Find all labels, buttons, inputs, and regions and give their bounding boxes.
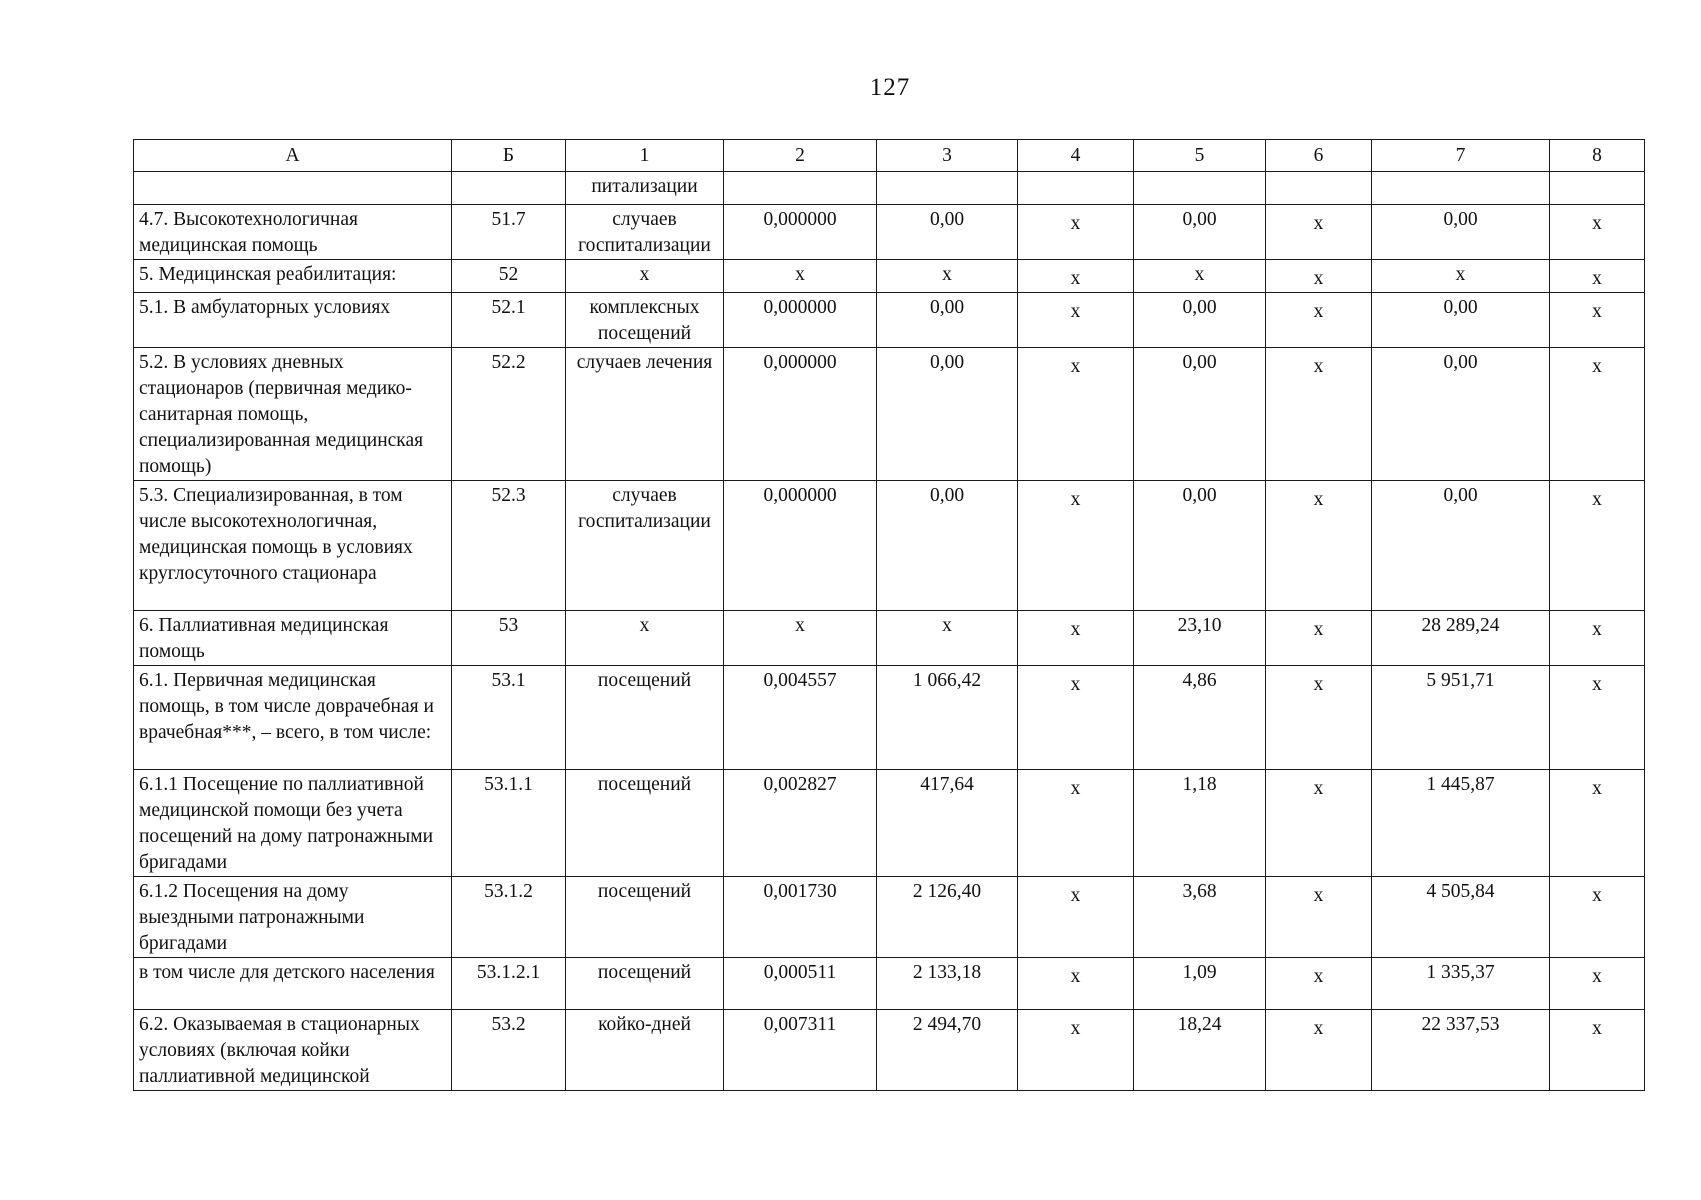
row-col-5: 18,24 (1134, 1010, 1266, 1091)
row-col-8: х (1550, 666, 1645, 770)
row-col-7: 0,00 (1372, 348, 1550, 481)
row-code: 52.3 (452, 481, 566, 611)
row-code: 52 (452, 260, 566, 293)
table-row (134, 666, 1645, 770)
column-header: Б (452, 140, 566, 172)
row-col-4: х (1018, 260, 1134, 293)
column-header: 6 (1266, 140, 1372, 172)
table-row (134, 770, 1645, 877)
row-col-4: х (1018, 611, 1134, 666)
row-col-8: х (1550, 611, 1645, 666)
row-col-2: 0,000000 (724, 205, 877, 260)
row-col-4: х (1018, 1010, 1134, 1091)
row-col-5 (1134, 172, 1266, 205)
row-col-6: х (1266, 348, 1372, 481)
column-header: А (134, 140, 452, 172)
row-col-6: х (1266, 611, 1372, 666)
row-col-8: х (1550, 293, 1645, 348)
row-unit: посещений (566, 770, 724, 877)
row-unit: комплексных посещений (566, 293, 724, 348)
column-header: 1 (566, 140, 724, 172)
row-col-8: х (1550, 205, 1645, 260)
row-col-5: 4,86 (1134, 666, 1266, 770)
table-row (134, 260, 1645, 293)
row-name: 4.7. Высокотехнологичная медицинская помощь (134, 205, 452, 260)
table-row (134, 293, 1645, 348)
row-col-5: 1,09 (1134, 958, 1266, 1010)
row-unit: случаев госпитализации (566, 481, 724, 611)
row-code: 52.2 (452, 348, 566, 481)
row-col-3: 0,00 (877, 293, 1018, 348)
row-code: 52.1 (452, 293, 566, 348)
row-col-7: х (1372, 260, 1550, 293)
column-header: 5 (1134, 140, 1266, 172)
row-col-7: 0,00 (1372, 481, 1550, 611)
row-name: 6.1.2 Посещения на дому выездными патронажными бригадами (134, 877, 452, 958)
row-col-2: 0,001730 (724, 877, 877, 958)
row-code: 53.1.2 (452, 877, 566, 958)
row-code: 53.1.2.1 (452, 958, 566, 1010)
row-col-7: 5 951,71 (1372, 666, 1550, 770)
row-col-2: 0,000000 (724, 348, 877, 481)
column-header: 2 (724, 140, 877, 172)
row-col-4: х (1018, 481, 1134, 611)
row-col-2: 0,000000 (724, 293, 877, 348)
row-col-3: 0,00 (877, 348, 1018, 481)
row-col-5: 23,10 (1134, 611, 1266, 666)
row-col-8: х (1550, 958, 1645, 1010)
row-col-6: х (1266, 293, 1372, 348)
row-col-7: 1 445,87 (1372, 770, 1550, 877)
row-name: 6.1. Первичная медицинская помощь, в том числе доврачебная и врачебная***, – всего, в том числе: (134, 666, 452, 770)
row-col-7: 22 337,53 (1372, 1010, 1550, 1091)
row-col-3: 2 126,40 (877, 877, 1018, 958)
row-code: 51.7 (452, 205, 566, 260)
row-col-3: 2 133,18 (877, 958, 1018, 1010)
row-name: 5.1. В амбулаторных условиях (134, 293, 452, 348)
column-header: 7 (1372, 140, 1550, 172)
row-col-6: х (1266, 1010, 1372, 1091)
row-col-5: 0,00 (1134, 293, 1266, 348)
header-row (134, 140, 1645, 172)
row-col-3 (877, 172, 1018, 205)
row-col-3: х (877, 260, 1018, 293)
data-table (133, 139, 1645, 1091)
row-col-4: х (1018, 293, 1134, 348)
row-col-6: х (1266, 877, 1372, 958)
row-name: 5.3. Специализированная, в том числе высокотехнологичная, медицинская помощь в условиях круглосуточного стационара (134, 481, 452, 611)
row-col-2 (724, 172, 877, 205)
row-name: 6. Паллиативная медицинская помощь (134, 611, 452, 666)
row-name (134, 172, 452, 205)
row-col-3: 2 494,70 (877, 1010, 1018, 1091)
row-col-8: х (1550, 770, 1645, 877)
row-unit: питализации (566, 172, 724, 205)
row-col-8: х (1550, 1010, 1645, 1091)
row-unit: х (566, 260, 724, 293)
row-col-6: х (1266, 666, 1372, 770)
row-col-3: 0,00 (877, 481, 1018, 611)
row-col-4: х (1018, 205, 1134, 260)
row-unit: посещений (566, 958, 724, 1010)
row-col-2: х (724, 611, 877, 666)
row-col-2: 0,000511 (724, 958, 877, 1010)
row-col-7 (1372, 172, 1550, 205)
row-col-7: 0,00 (1372, 293, 1550, 348)
column-header: 8 (1550, 140, 1645, 172)
row-col-8: х (1550, 481, 1645, 611)
row-unit: посещений (566, 877, 724, 958)
row-code: 53 (452, 611, 566, 666)
row-col-2: 0,000000 (724, 481, 877, 611)
row-unit: х (566, 611, 724, 666)
row-col-6: х (1266, 958, 1372, 1010)
row-col-8: х (1550, 260, 1645, 293)
row-code (452, 172, 566, 205)
row-code: 53.1 (452, 666, 566, 770)
row-col-3: 0,00 (877, 205, 1018, 260)
table-row (134, 877, 1645, 958)
table-row (134, 481, 1645, 611)
row-col-6 (1266, 172, 1372, 205)
row-col-7: 1 335,37 (1372, 958, 1550, 1010)
row-col-8: х (1550, 348, 1645, 481)
row-col-6: х (1266, 205, 1372, 260)
row-name: в том числе для детского населения (134, 958, 452, 1010)
table-row (134, 611, 1645, 666)
row-col-5: 1,18 (1134, 770, 1266, 877)
row-col-5: 0,00 (1134, 348, 1266, 481)
column-header: 4 (1018, 140, 1134, 172)
row-col-8 (1550, 172, 1645, 205)
row-col-7: 4 505,84 (1372, 877, 1550, 958)
row-unit: случаев госпитализации (566, 205, 724, 260)
row-col-5: 0,00 (1134, 481, 1266, 611)
table-row (134, 958, 1645, 1010)
row-col-6: х (1266, 260, 1372, 293)
row-code: 53.1.1 (452, 770, 566, 877)
row-unit: койко-дней (566, 1010, 724, 1091)
row-unit: случаев лечения (566, 348, 724, 481)
row-name: 5. Медицинская реабилитация: (134, 260, 452, 293)
row-col-8: х (1550, 877, 1645, 958)
row-code: 53.2 (452, 1010, 566, 1091)
row-col-7: 28 289,24 (1372, 611, 1550, 666)
row-name: 5.2. В условиях дневных стационаров (первичная медико-санитарная помощь, специализированная медицинская помощь) (134, 348, 452, 481)
table-row (134, 172, 1645, 205)
row-col-6: х (1266, 481, 1372, 611)
row-col-2: 0,007311 (724, 1010, 877, 1091)
row-name: 6.2. Оказываемая в стационарных условиях (включая койки паллиативной медицинской (134, 1010, 452, 1091)
row-col-7: 0,00 (1372, 205, 1550, 260)
row-col-4: х (1018, 958, 1134, 1010)
column-header: 3 (877, 140, 1018, 172)
row-col-2: х (724, 260, 877, 293)
row-name: 6.1.1 Посещение по паллиативной медицинской помощи без учета посещений на дому патронажными бригадами (134, 770, 452, 877)
row-col-3: 417,64 (877, 770, 1018, 877)
row-col-3: 1 066,42 (877, 666, 1018, 770)
row-col-4: х (1018, 877, 1134, 958)
table-row (134, 348, 1645, 481)
row-unit: посещений (566, 666, 724, 770)
row-col-2: 0,004557 (724, 666, 877, 770)
row-col-4: х (1018, 666, 1134, 770)
row-col-2: 0,002827 (724, 770, 877, 877)
row-col-3: х (877, 611, 1018, 666)
row-col-5: х (1134, 260, 1266, 293)
table-row (134, 205, 1645, 260)
row-col-6: х (1266, 770, 1372, 877)
page-number: 127 (869, 74, 911, 101)
row-col-5: 0,00 (1134, 205, 1266, 260)
row-col-5: 3,68 (1134, 877, 1266, 958)
table-row (134, 1010, 1645, 1091)
row-col-4 (1018, 172, 1134, 205)
row-col-4: х (1018, 770, 1134, 877)
row-col-4: х (1018, 348, 1134, 481)
